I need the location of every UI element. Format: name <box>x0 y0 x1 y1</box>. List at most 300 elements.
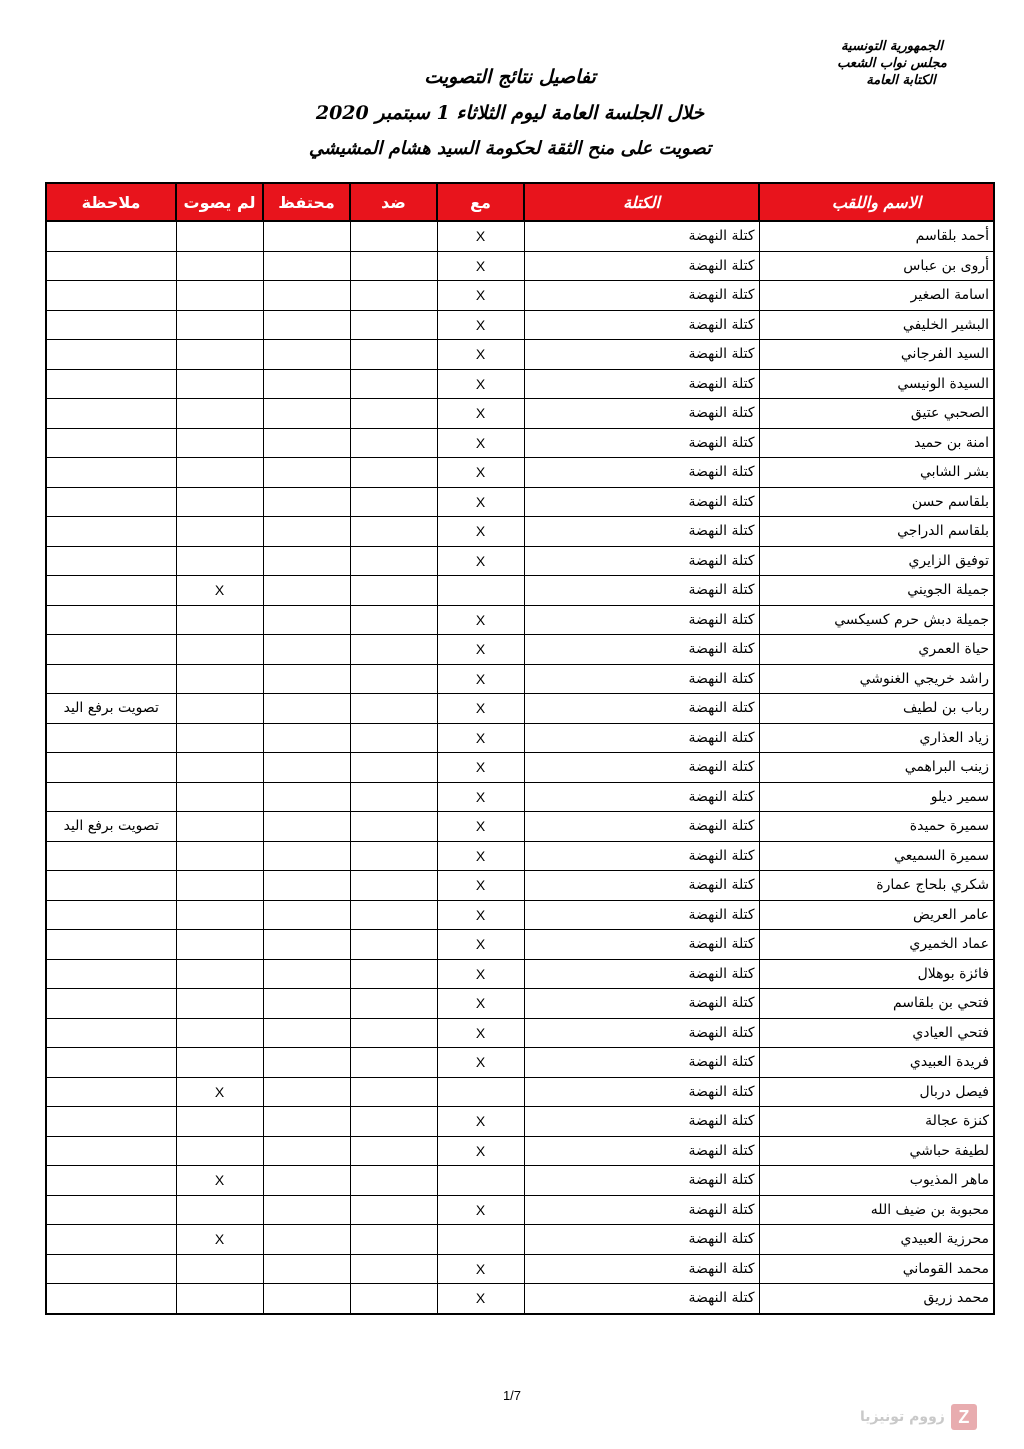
cell-against <box>350 1284 437 1314</box>
cell-name: بلقاسم حسن <box>759 487 994 517</box>
cell-against <box>350 310 437 340</box>
cell-bloc: كتلة النهضة <box>524 281 759 311</box>
cell-novote <box>176 1136 263 1166</box>
table-row <box>46 281 994 311</box>
cell-note <box>46 664 176 694</box>
cell-novote <box>176 458 263 488</box>
cell-name: أروى بن عباس <box>759 251 994 281</box>
vote-subject: تصويت على منح الثقة لحكومة السيد هشام المشيشي <box>308 138 712 159</box>
cell-novote <box>176 871 263 901</box>
table-header-row <box>46 183 994 221</box>
cell-name: جميلة دبش حرم كسيكسي <box>759 605 994 635</box>
cell-name: توفيق الزايري <box>759 546 994 576</box>
cell-bloc: كتلة النهضة <box>524 1225 759 1255</box>
cell-for: X <box>437 221 524 251</box>
column-header-bloc: الكتلة <box>524 183 759 221</box>
cell-note <box>46 310 176 340</box>
cell-for: X <box>437 340 524 370</box>
cell-note <box>46 1284 176 1314</box>
cell-bloc: كتلة النهضة <box>524 989 759 1019</box>
cell-for: X <box>437 251 524 281</box>
cell-bloc: كتلة النهضة <box>524 812 759 842</box>
cell-abstain <box>263 1166 350 1196</box>
cell-name: بلقاسم الدراجي <box>759 517 994 547</box>
cell-for: X <box>437 635 524 665</box>
cell-bloc: كتلة النهضة <box>524 221 759 251</box>
cell-for: X <box>437 1284 524 1314</box>
cell-abstain <box>263 841 350 871</box>
cell-name: أحمد بلقاسم <box>759 221 994 251</box>
cell-for: X <box>437 369 524 399</box>
cell-note <box>46 428 176 458</box>
cell-novote: X <box>176 576 263 606</box>
cell-novote <box>176 1284 263 1314</box>
cell-for: X <box>437 1107 524 1137</box>
cell-against <box>350 1018 437 1048</box>
cell-novote <box>176 900 263 930</box>
cell-against <box>350 428 437 458</box>
cell-note <box>46 458 176 488</box>
cell-bloc: كتلة النهضة <box>524 1048 759 1078</box>
column-header-novote: لم يصوت <box>176 183 263 221</box>
table-row <box>46 782 994 812</box>
cell-note <box>46 221 176 251</box>
cell-novote <box>176 1048 263 1078</box>
cell-against <box>350 1254 437 1284</box>
cell-against <box>350 989 437 1019</box>
cell-novote <box>176 841 263 871</box>
document-titles <box>200 60 820 166</box>
cell-novote <box>176 369 263 399</box>
cell-novote <box>176 1254 263 1284</box>
cell-for: X <box>437 841 524 871</box>
cell-for: X <box>437 1254 524 1284</box>
cell-against <box>350 369 437 399</box>
cell-abstain <box>263 1284 350 1314</box>
table-row <box>46 1166 994 1196</box>
cell-bloc: كتلة النهضة <box>524 1018 759 1048</box>
cell-bloc: كتلة النهضة <box>524 1107 759 1137</box>
votes-table <box>45 182 995 1315</box>
cell-for: X <box>437 487 524 517</box>
table-row <box>46 841 994 871</box>
table-row <box>46 1195 994 1225</box>
cell-note <box>46 1254 176 1284</box>
cell-novote <box>176 959 263 989</box>
cell-note <box>46 1195 176 1225</box>
cell-novote <box>176 664 263 694</box>
cell-name: لطيفة حباشي <box>759 1136 994 1166</box>
cell-for: X <box>437 546 524 576</box>
cell-against <box>350 1136 437 1166</box>
table-row <box>46 1107 994 1137</box>
cell-for: X <box>437 1048 524 1078</box>
cell-name: جميلة الجويني <box>759 576 994 606</box>
cell-name: امنة بن حميد <box>759 428 994 458</box>
cell-note <box>46 605 176 635</box>
cell-name: سميرة السميعي <box>759 841 994 871</box>
org-line-secretariat: الكتابة العامة <box>866 73 936 88</box>
cell-novote <box>176 930 263 960</box>
cell-against <box>350 251 437 281</box>
watermark <box>860 1404 977 1430</box>
cell-for: X <box>437 959 524 989</box>
cell-against <box>350 1166 437 1196</box>
cell-for: X <box>437 428 524 458</box>
cell-against <box>350 812 437 842</box>
cell-bloc: كتلة النهضة <box>524 635 759 665</box>
cell-note <box>46 1107 176 1137</box>
cell-note <box>46 930 176 960</box>
cell-novote <box>176 517 263 547</box>
cell-bloc: كتلة النهضة <box>524 1136 759 1166</box>
cell-bloc: كتلة النهضة <box>524 694 759 724</box>
cell-novote: X <box>176 1166 263 1196</box>
cell-bloc: كتلة النهضة <box>524 340 759 370</box>
table-row <box>46 723 994 753</box>
table-row <box>46 871 994 901</box>
cell-note <box>46 399 176 429</box>
cell-against <box>350 694 437 724</box>
cell-abstain <box>263 1195 350 1225</box>
cell-note <box>46 959 176 989</box>
cell-note <box>46 251 176 281</box>
cell-for: X <box>437 900 524 930</box>
table-row <box>46 221 994 251</box>
table-row <box>46 664 994 694</box>
cell-name: بشر الشابي <box>759 458 994 488</box>
cell-against <box>350 458 437 488</box>
cell-against <box>350 1048 437 1078</box>
cell-note <box>46 1136 176 1166</box>
cell-abstain <box>263 1048 350 1078</box>
cell-novote <box>176 428 263 458</box>
cell-note <box>46 841 176 871</box>
watermark-text: زووم تونيزيا <box>860 1409 945 1425</box>
cell-note <box>46 635 176 665</box>
cell-abstain <box>263 458 350 488</box>
table-row <box>46 930 994 960</box>
cell-against <box>350 340 437 370</box>
cell-novote <box>176 723 263 753</box>
table-row <box>46 1136 994 1166</box>
cell-novote <box>176 635 263 665</box>
cell-against <box>350 841 437 871</box>
cell-for: X <box>437 782 524 812</box>
cell-abstain <box>263 664 350 694</box>
cell-name: سمير ديلو <box>759 782 994 812</box>
page-number: 1/7 <box>502 1388 522 1403</box>
cell-bloc: كتلة النهضة <box>524 1195 759 1225</box>
cell-note <box>46 723 176 753</box>
cell-novote <box>176 1195 263 1225</box>
table-row <box>46 1254 994 1284</box>
cell-novote <box>176 310 263 340</box>
cell-against <box>350 1107 437 1137</box>
cell-against <box>350 635 437 665</box>
cell-name: السيد الفرجاني <box>759 340 994 370</box>
cell-against <box>350 546 437 576</box>
table-row <box>46 399 994 429</box>
cell-novote <box>176 605 263 635</box>
cell-abstain <box>263 723 350 753</box>
cell-name: رباب بن لطيف <box>759 694 994 724</box>
cell-name: فتحي بن بلقاسم <box>759 989 994 1019</box>
cell-novote: X <box>176 1077 263 1107</box>
cell-against <box>350 900 437 930</box>
cell-abstain <box>263 1136 350 1166</box>
table-row <box>46 1077 994 1107</box>
cell-name: عامر العريض <box>759 900 994 930</box>
cell-against <box>350 1225 437 1255</box>
cell-name: شكري بلحاج عمارة <box>759 871 994 901</box>
cell-bloc: كتلة النهضة <box>524 723 759 753</box>
cell-note <box>46 369 176 399</box>
cell-note <box>46 281 176 311</box>
cell-abstain <box>263 428 350 458</box>
cell-abstain <box>263 1254 350 1284</box>
cell-bloc: كتلة النهضة <box>524 517 759 547</box>
cell-abstain <box>263 546 350 576</box>
table-row <box>46 1225 994 1255</box>
cell-note <box>46 1225 176 1255</box>
cell-against <box>350 782 437 812</box>
cell-bloc: كتلة النهضة <box>524 871 759 901</box>
session-subtitle: خلال الجلسة العامة ليوم الثلاثاء 1 سبتمبر 2020 <box>315 102 705 124</box>
column-header-for: مع <box>437 183 524 221</box>
cell-bloc: كتلة النهضة <box>524 369 759 399</box>
cell-name: زينب البراهمي <box>759 753 994 783</box>
cell-note <box>46 1077 176 1107</box>
cell-bloc: كتلة النهضة <box>524 1254 759 1284</box>
cell-for: X <box>437 664 524 694</box>
cell-for: X <box>437 812 524 842</box>
cell-abstain <box>263 281 350 311</box>
cell-name: سميرة حميدة <box>759 812 994 842</box>
cell-abstain <box>263 989 350 1019</box>
cell-name: فتحي العيادي <box>759 1018 994 1048</box>
cell-novote <box>176 782 263 812</box>
cell-name: حياة العمري <box>759 635 994 665</box>
cell-bloc: كتلة النهضة <box>524 664 759 694</box>
cell-name: فائزة بوهلال <box>759 959 994 989</box>
cell-bloc: كتلة النهضة <box>524 487 759 517</box>
cell-for <box>437 1225 524 1255</box>
cell-novote <box>176 694 263 724</box>
cell-name: البشير الخليفي <box>759 310 994 340</box>
cell-note <box>46 782 176 812</box>
table-row <box>46 1018 994 1048</box>
cell-against <box>350 281 437 311</box>
table-row <box>46 576 994 606</box>
cell-for: X <box>437 1018 524 1048</box>
cell-bloc: كتلة النهضة <box>524 310 759 340</box>
cell-novote <box>176 399 263 429</box>
cell-bloc: كتلة النهضة <box>524 1166 759 1196</box>
table-row <box>46 753 994 783</box>
cell-against <box>350 871 437 901</box>
cell-abstain <box>263 487 350 517</box>
cell-against <box>350 576 437 606</box>
cell-novote <box>176 812 263 842</box>
cell-novote <box>176 281 263 311</box>
table-row <box>46 487 994 517</box>
cell-abstain <box>263 871 350 901</box>
cell-abstain <box>263 900 350 930</box>
column-header-against: ضد <box>350 183 437 221</box>
cell-name: الصحبي عتيق <box>759 399 994 429</box>
cell-name: فيصل دربال <box>759 1077 994 1107</box>
table-row <box>46 340 994 370</box>
cell-against <box>350 930 437 960</box>
cell-for: X <box>437 605 524 635</box>
cell-against <box>350 399 437 429</box>
column-header-note: ملاحظة <box>46 183 176 221</box>
cell-note <box>46 1048 176 1078</box>
cell-bloc: كتلة النهضة <box>524 605 759 635</box>
table-row <box>46 310 994 340</box>
cell-against <box>350 221 437 251</box>
cell-for: X <box>437 930 524 960</box>
cell-abstain <box>263 576 350 606</box>
cell-bloc: كتلة النهضة <box>524 930 759 960</box>
cell-note <box>46 546 176 576</box>
cell-abstain <box>263 1077 350 1107</box>
cell-abstain <box>263 635 350 665</box>
cell-for: X <box>437 694 524 724</box>
cell-for: X <box>437 517 524 547</box>
cell-against <box>350 1077 437 1107</box>
cell-name: راشد خريجي الغنوشي <box>759 664 994 694</box>
table-row <box>46 428 994 458</box>
cell-for: X <box>437 458 524 488</box>
cell-against <box>350 1195 437 1225</box>
cell-for: X <box>437 989 524 1019</box>
cell-note <box>46 517 176 547</box>
table-row <box>46 812 994 842</box>
cell-against <box>350 753 437 783</box>
cell-abstain <box>263 930 350 960</box>
cell-for: X <box>437 399 524 429</box>
cell-abstain <box>263 310 350 340</box>
cell-name: اسامة الصغير <box>759 281 994 311</box>
cell-note <box>46 340 176 370</box>
cell-for: X <box>437 281 524 311</box>
cell-name: عماد الخميري <box>759 930 994 960</box>
cell-against <box>350 664 437 694</box>
cell-abstain <box>263 251 350 281</box>
cell-abstain <box>263 605 350 635</box>
cell-abstain <box>263 694 350 724</box>
cell-name: محمد زريق <box>759 1284 994 1314</box>
cell-against <box>350 723 437 753</box>
cell-abstain <box>263 753 350 783</box>
table-row <box>46 900 994 930</box>
cell-against <box>350 517 437 547</box>
cell-note <box>46 871 176 901</box>
votes-table-body <box>46 221 994 1314</box>
organization-header <box>792 38 992 89</box>
cell-abstain <box>263 1225 350 1255</box>
cell-abstain <box>263 812 350 842</box>
table-row <box>46 959 994 989</box>
cell-against <box>350 487 437 517</box>
cell-for <box>437 1166 524 1196</box>
table-row <box>46 517 994 547</box>
cell-abstain <box>263 1107 350 1137</box>
cell-bloc: كتلة النهضة <box>524 900 759 930</box>
table-row <box>46 694 994 724</box>
cell-name: فريدة العبيدي <box>759 1048 994 1078</box>
cell-for: X <box>437 1195 524 1225</box>
cell-bloc: كتلة النهضة <box>524 576 759 606</box>
org-line-parliament: مجلس نواب الشعب <box>837 56 947 71</box>
cell-note <box>46 1166 176 1196</box>
column-header-abstain: محتفظ <box>263 183 350 221</box>
cell-novote <box>176 1018 263 1048</box>
cell-note <box>46 487 176 517</box>
cell-bloc: كتلة النهضة <box>524 841 759 871</box>
cell-for: X <box>437 723 524 753</box>
cell-bloc: كتلة النهضة <box>524 753 759 783</box>
cell-for <box>437 576 524 606</box>
cell-bloc: كتلة النهضة <box>524 428 759 458</box>
cell-bloc: كتلة النهضة <box>524 399 759 429</box>
cell-novote <box>176 221 263 251</box>
cell-note <box>46 1018 176 1048</box>
cell-name: السيدة الونيسي <box>759 369 994 399</box>
cell-novote: X <box>176 1225 263 1255</box>
cell-abstain <box>263 1018 350 1048</box>
cell-bloc: كتلة النهضة <box>524 458 759 488</box>
table-row <box>46 546 994 576</box>
cell-name: زياد العذاري <box>759 723 994 753</box>
cell-novote <box>176 487 263 517</box>
table-row <box>46 605 994 635</box>
cell-note <box>46 900 176 930</box>
table-row <box>46 251 994 281</box>
cell-for: X <box>437 753 524 783</box>
cell-for: X <box>437 871 524 901</box>
cell-note <box>46 989 176 1019</box>
cell-novote <box>176 546 263 576</box>
cell-note: تصويت برفع اليد <box>46 812 176 842</box>
cell-bloc: كتلة النهضة <box>524 1077 759 1107</box>
table-row <box>46 989 994 1019</box>
cell-against <box>350 605 437 635</box>
cell-abstain <box>263 782 350 812</box>
cell-bloc: كتلة النهضة <box>524 546 759 576</box>
cell-novote <box>176 251 263 281</box>
table-row <box>46 369 994 399</box>
document-title: تفاصيل نتائج التصويت <box>424 66 596 88</box>
cell-name: ماهر المذيوب <box>759 1166 994 1196</box>
cell-novote <box>176 340 263 370</box>
cell-for <box>437 1077 524 1107</box>
cell-novote <box>176 1107 263 1137</box>
table-row <box>46 1048 994 1078</box>
table-row <box>46 635 994 665</box>
cell-for: X <box>437 310 524 340</box>
cell-name: كنزة عجالة <box>759 1107 994 1137</box>
cell-bloc: كتلة النهضة <box>524 1284 759 1314</box>
cell-bloc: كتلة النهضة <box>524 251 759 281</box>
cell-for: X <box>437 1136 524 1166</box>
org-line-republic: الجمهورية التونسية <box>841 39 943 54</box>
watermark-logo-icon: Z <box>951 1404 977 1430</box>
cell-note: تصويت برفع اليد <box>46 694 176 724</box>
cell-note <box>46 753 176 783</box>
